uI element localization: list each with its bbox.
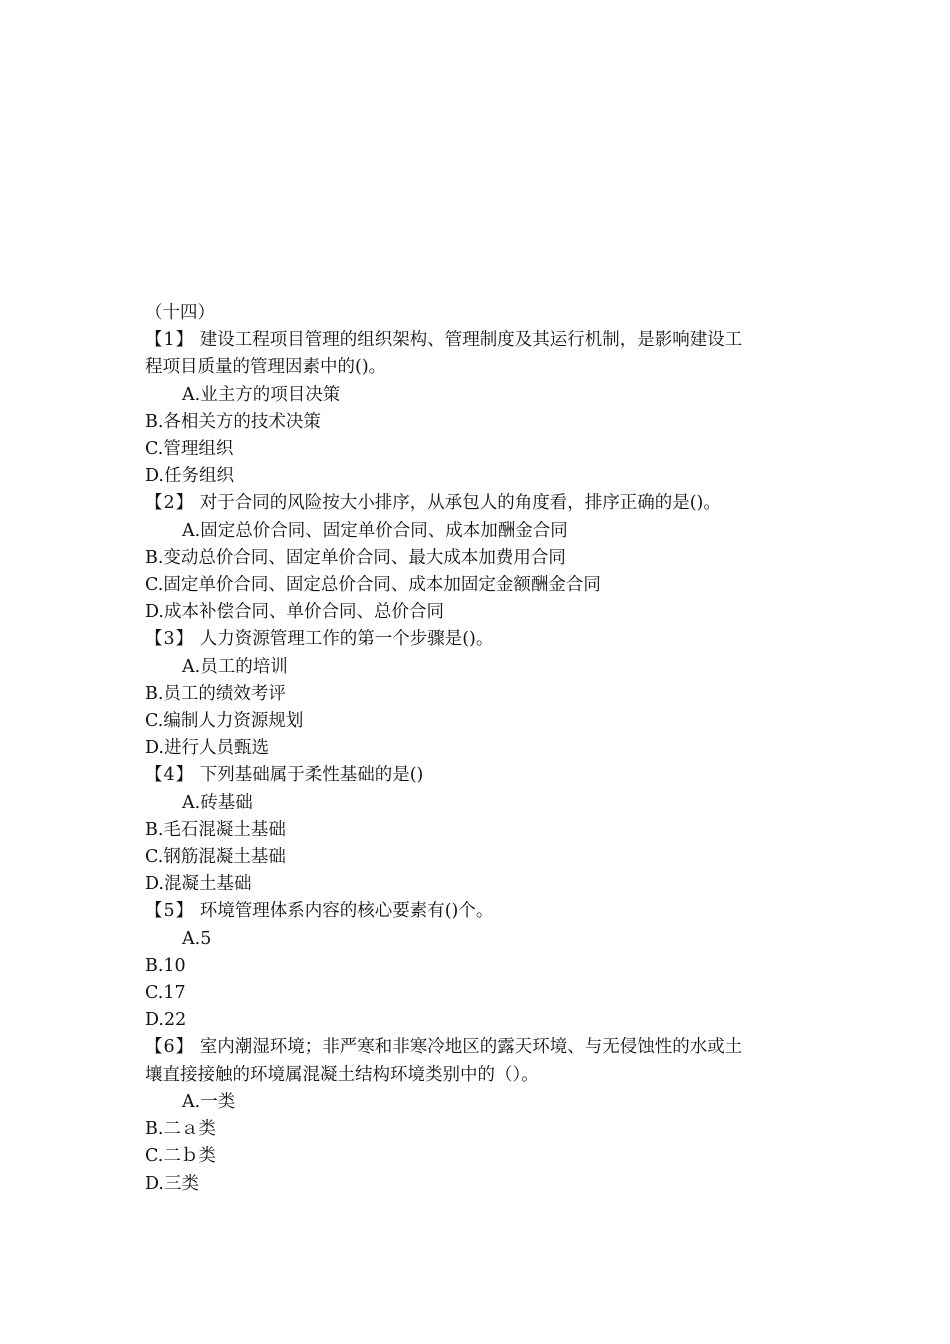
question-text-line: 人力资源管理工作的第一个步骤是()。 — [194, 629, 494, 650]
question-stem — [145, 626, 805, 653]
option-c: C.二ｂ类 — [145, 1146, 216, 1167]
option-c: C.编制人力资源规划 — [145, 711, 304, 732]
option-c: C.17 — [145, 983, 186, 1004]
question-number: 【2】 — [145, 493, 195, 514]
question-1 — [145, 327, 805, 490]
question-stem — [145, 327, 805, 354]
section-heading: （十四） — [145, 303, 215, 323]
question-number: 【4】 — [145, 765, 195, 786]
option-a: A.员工的培训 — [182, 656, 288, 677]
question-5 — [145, 898, 805, 1034]
question-2 — [145, 490, 805, 626]
option-c: C.钢筋混凝土基础 — [145, 847, 286, 868]
question-list — [145, 300, 805, 1198]
option-b: B.变动总价合同、固定单价合同、最大成本加费用合同 — [145, 547, 566, 568]
option-a: A.5 — [182, 928, 212, 949]
question-number: 【6】 — [145, 1037, 195, 1058]
option-d: D.成本补偿合同、单价合同、总价合同 — [145, 602, 444, 623]
question-number: 【5】 — [145, 901, 195, 922]
option-a: A.一类 — [182, 1091, 236, 1112]
option-a: A.业主方的项目决策 — [182, 384, 341, 405]
question-stem — [145, 1034, 805, 1061]
question-3 — [145, 626, 805, 762]
option-c: C.固定单价合同、固定总价合同、成本加固定金额酬金合同 — [145, 575, 601, 596]
question-text-line: 室内潮湿环境；非严寒和非寒冷地区的露天环境、与无侵蚀性的水或土 — [194, 1037, 743, 1058]
option-b: B.10 — [145, 955, 186, 976]
option-d: D.任务组织 — [145, 466, 234, 487]
option-b: B.员工的绩效考评 — [145, 683, 286, 704]
option-d: D.22 — [145, 1010, 187, 1031]
option-b: B.各相关方的技术决策 — [145, 411, 321, 432]
question-stem — [145, 762, 805, 789]
question-text-line: 建设工程项目管理的组织架构、管理制度及其运行机制，是影响建设工 — [194, 330, 743, 351]
question-number: 【1】 — [145, 330, 195, 351]
question-6 — [145, 1034, 805, 1197]
question-stem — [145, 898, 805, 925]
option-d: D.进行人员甄选 — [145, 738, 269, 759]
question-stem — [145, 490, 805, 517]
option-c: C.管理组织 — [145, 439, 234, 460]
question-text-line: 下列基础属于柔性基础的是() — [194, 765, 424, 786]
option-a: A.固定总价合同、固定单价合同、成本加酬金合同 — [182, 520, 568, 541]
option-b: B.毛石混凝土基础 — [145, 819, 286, 840]
option-a: A.砖基础 — [182, 792, 253, 813]
option-b: B.二ａ类 — [145, 1119, 216, 1140]
option-d: D.三类 — [145, 1173, 199, 1194]
question-4 — [145, 762, 805, 898]
question-number: 【3】 — [145, 629, 195, 650]
question-text-line: 对于合同的风险按大小排序，从承包人的角度看，排序正确的是()。 — [194, 493, 721, 514]
question-text-line: 环境管理体系内容的核心要素有()个。 — [194, 901, 494, 922]
option-d: D.混凝土基础 — [145, 874, 252, 895]
question-text-line: 程项目质量的管理因素中的()。 — [145, 357, 387, 378]
question-text-line: 壤直接接触的环境属混凝土结构环境类别中的（）。 — [145, 1064, 539, 1085]
